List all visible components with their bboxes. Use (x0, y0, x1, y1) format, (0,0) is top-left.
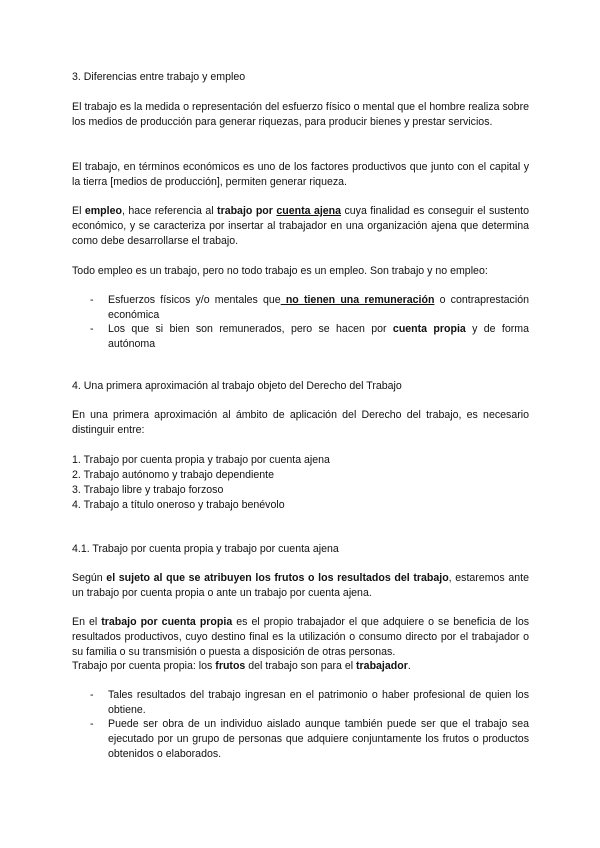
bold-trabajo-por: trabajo por (217, 205, 277, 217)
section-4-1-paragraph-3: Trabajo por cuenta propia: los frutos del trabajo son para el trabajador. (72, 660, 411, 672)
list-item: 3. Trabajo libre y trabajo forzoso (72, 484, 224, 496)
bold-underline-no-remuneracion: no tienen una remuneración (280, 294, 435, 306)
document-page: 3. Diferencias entre trabajo y empleo El trabajo es la medida o representación del esfuerzo físico o mental que el hombre realiza sobre los medios de producción para generar riquezas, para producir bienes y prestar servicios. El trabajo, en términos económicos es uno de los factores productivos que junto con el capital y la tierra [medios de producción], permiten generar riqueza. El empleo, hace referencia al trabajo por cuenta ajena cuya finalidad es conseguir el sustento económico, y se caracteriza por insertar al trabajador en una organización ajena que determina como debe desarrollarse el trabajo. Todo empleo es un trabajo, pero no todo trabajo es un empleo. Son trabajo y no empleo: - Esfuerzos físicos y/o mentales que no tienen una remuneración o contraprestación económica - Los que si bien son remunerados, pero se hacen por cuenta propia y de forma autónoma 4. Una primera aproximación al trabajo objeto del Derecho del Trabajo En una primera aproximación al ámbito de aplicación del Derecho del trabajo, es necesario distinguir entre: 1. Trabajo por cuenta propia y trabajo por cuenta ajena 2. Trabajo autónomo y trabajo dependiente 3. Trabajo libre y trabajo forzoso 4. Trabajo a título oneroso y trabajo benévolo 4.1. Trabajo por cuenta propia y trabajo por cuenta ajena Según el sujeto al que se atribuyen los frutos o los resultados del trabajo, estaremos ante un trabajo por cuenta propia o ante un trabajo por cuenta ajena. En el trabajo por cuenta propia es el propio trabajador el que adquiere o se beneficia de los resultados productivos, cuyo destino final es la utilización o consumo directo por el trabajador o su familia o su transmisión o puesta a disposición de otras personas. Trabajo por cuenta propia: los frutos del trabajo son para el trabajador. - Tales resultados del trabajo ingresan en el patrimonio o haber profesional de quien los obtiene. - Puede ser obra de un individuo aislado aunque también puede ser que el trabajo sea ejecutado por un grupo de personas que adquiere conjuntamente los frutos o productos obtenidos o elaborados. (0, 0, 600, 848)
bold-empleo: empleo (84, 205, 122, 217)
section-4-1-paragraph-1: Según el sujeto al que se atribuyen los frutos o los resultados del trabajo, estaremos ante un trabajo por cuenta propia o ante un trabajo por cuenta ajena. (72, 572, 530, 599)
section-3-paragraph-4: Todo empleo es un trabajo, pero no todo trabajo es un empleo. Son trabajo y no empleo: (72, 265, 488, 277)
bold-trabajo-cuenta-propia: trabajo por cuenta propia (101, 616, 233, 628)
bullet-dash: - (90, 718, 94, 730)
bullet-dash: - (90, 323, 94, 335)
section-3-paragraph-3: El empleo, hace referencia al trabajo por cuenta ajena cuya finalidad es conseguir el sustento económico, y se caracteriza por insertar al trabajador en una organización ajena que determina como debe desarrollarse el trabajo. (72, 205, 529, 247)
bullet-dash: - (90, 294, 94, 306)
bold-trabajador: trabajador (356, 660, 408, 672)
section-4-paragraph-1: En una primera aproximación al ámbito de aplicación del Derecho del trabajo, es necesario distinguir entre: (72, 409, 529, 436)
list-item: 2. Trabajo autónomo y trabajo dependiente (72, 469, 275, 481)
bold-underline-cuenta-ajena: cuenta ajena (276, 205, 342, 217)
bold-cuenta-propia: cuenta propia (392, 323, 466, 335)
bullet-dash: - (90, 689, 94, 701)
list-item: 1. Trabajo por cuenta propia y trabajo por cuenta ajena (72, 454, 330, 466)
section-3-paragraph-1: El trabajo es la medida o representación del esfuerzo físico o mental que el hombre realiza sobre los medios de producción para generar riquezas, para producir bienes y prestar servicios. (72, 101, 529, 128)
bold-sujeto-frutos: el sujeto al que se atribuyen los frutos o los resultados del trabajo (106, 572, 449, 584)
section-3-heading: 3. Diferencias entre trabajo y empleo (72, 71, 246, 83)
section-4-heading: 4. Una primera aproximación al trabajo objeto del Derecho del Trabajo (72, 380, 402, 392)
section-3-paragraph-2: El trabajo, en términos económicos es uno de los factores productivos que junto con el capital y la tierra [medios de producción], permiten generar riqueza. (72, 161, 529, 188)
section-4-1-heading: 4.1. Trabajo por cuenta propia y trabajo por cuenta ajena (72, 543, 339, 555)
bold-frutos: frutos (215, 660, 246, 672)
list-item: 4. Trabajo a título oneroso y trabajo benévolo (72, 499, 285, 511)
section-4-numbered-list (72, 453, 529, 513)
section-4-1-paragraph-2: En el trabajo por cuenta propia es el propio trabajador el que adquiere o se beneficia de los resultados productivos, cuyo destino final es la utilización o consumo directo por el trabajador o su familia o su transmisión o puesta a disposición de otras personas. (72, 616, 530, 658)
